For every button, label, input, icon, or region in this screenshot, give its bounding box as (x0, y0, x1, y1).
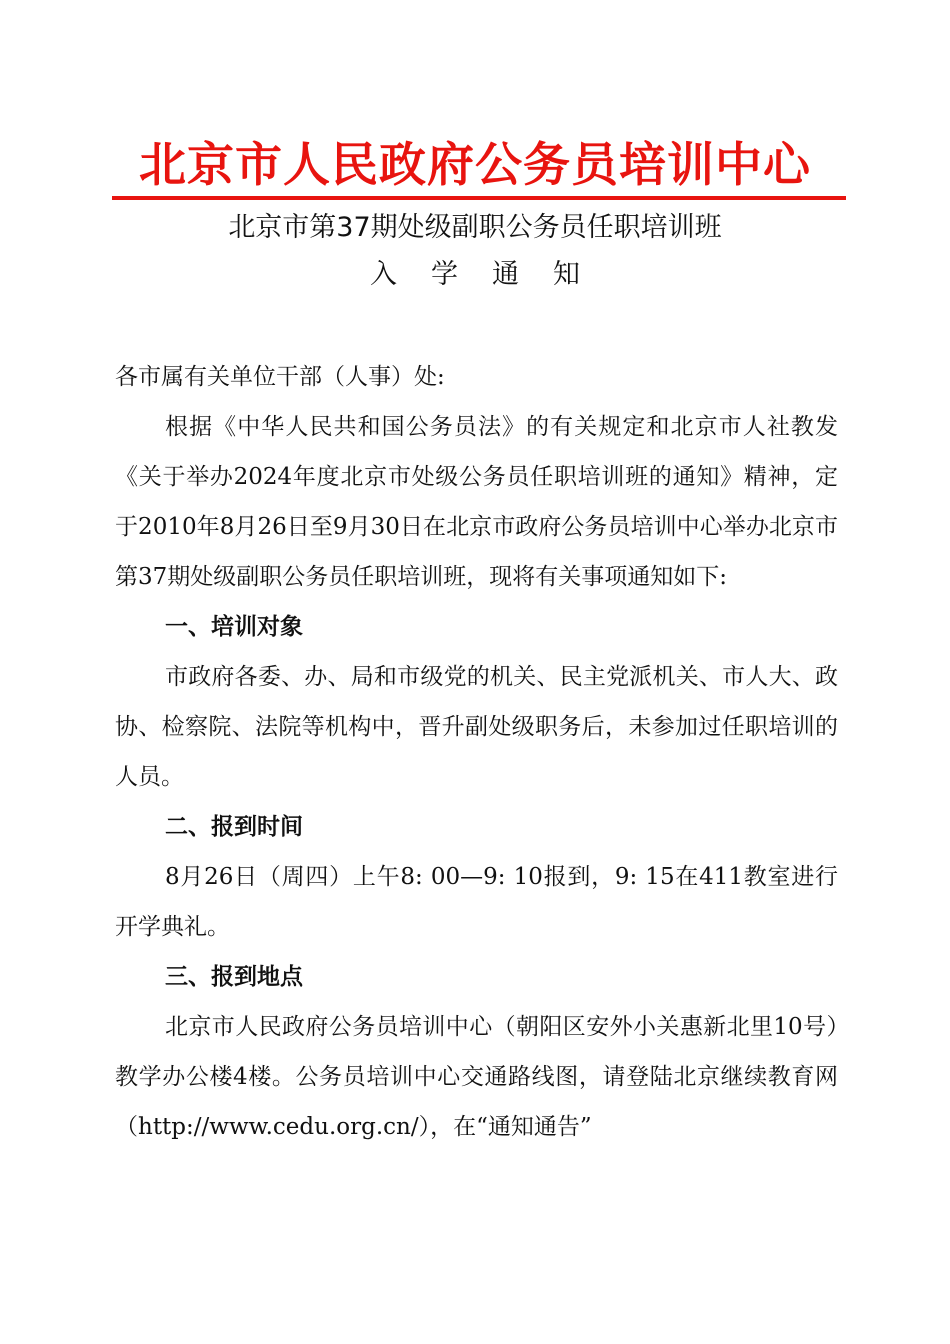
salutation: 各市属有关单位干部（人事）处: (115, 364, 445, 390)
intro-paragraph: 根据《中华人民共和国公务员法》的有关规定和北京市人社教发《关于举办2024年度北京市处级公务员任职培训班的通知》精神，定于2010年8月26日至9月30日在北京市政府公务员培训中心举办北京市第37期处级副职公务员任职培训班，现将有关事项通知如下: (115, 414, 838, 590)
section-heading-audience: 一、培训对象 (165, 614, 303, 640)
org-title: 北京市人民政府公务员培训中心 (139, 138, 811, 193)
section-heading-time: 二、报到时间 (165, 814, 303, 840)
section-heading-location: 三、报到地点 (165, 964, 303, 990)
document-body (115, 352, 838, 1152)
section-text-time: 8月26日（周四）上午8: 00—9: 10报到，9: 15在411教室进行开学典礼。 (115, 864, 838, 940)
notice-title: 入学通知 (370, 259, 614, 290)
section-text-location: 北京市人民政府公务员培训中心（朝阳区安外小关惠新北里10号）教学办公楼4楼。公务员培训中心交通路线图，请登陆北京继续教育网（http://www.cedu.org.cn/），在“通知通告” (115, 1014, 838, 1140)
header-divider (112, 196, 846, 200)
course-title: 北京市第37期处级副职公务员任职培训班 (228, 212, 722, 243)
section-text-audience: 市政府各委、办、局和市级党的机关、民主党派机关、市人大、政协、检察院、法院等机构中，晋升副处级职务后，未参加过任职培训的人员。 (115, 664, 838, 790)
